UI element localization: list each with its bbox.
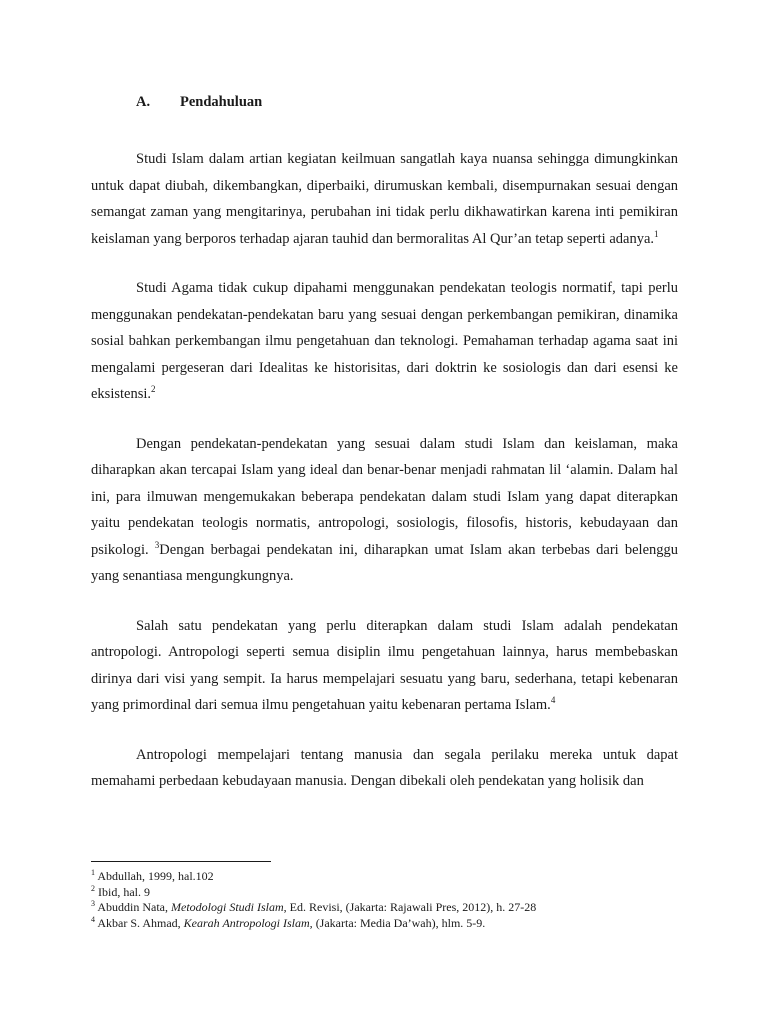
footnote-ref-3: 3 <box>154 539 160 550</box>
footnote-book-title: Kearah Antropologi Islam, <box>183 915 313 930</box>
footnotes <box>91 869 681 931</box>
paragraph-5-text: Antropologi mempelajari tentang manusia dan segala perilaku mereka untuk dapat memahami perbedaan kebudayaan manusia. Dengan dibekali oleh pendekatan yang holisik dan <box>91 746 678 789</box>
footnote-publication: , Ed. Revisi, (Jakarta: Rajawali Pres, 2012), h. 27-28 <box>283 900 537 914</box>
paragraph-2 <box>91 275 678 408</box>
paragraph-4 <box>91 613 678 719</box>
section-number: A. <box>136 94 151 110</box>
footnote-author: Abuddin Nata, <box>97 900 171 914</box>
footnote-text: Abdullah, 1999, hal.102 <box>97 869 214 883</box>
footnote-2 <box>91 885 681 901</box>
footnote-3 <box>91 900 681 916</box>
paragraph-2-text: Studi Agama tidak cukup dipahami menggunakan pendekatan teologis normatif, tapi perlu menggunakan pendekatan-pendekatan baru yang sesuai dengan perkembangan pemikiran, dinamika sosial bahkan perkembangan ilmu pengetahuan dan teknologi. Pemahaman terhadap agama saat ini mengalami pergeseran dari Idealitas ke historisitas, dari doktrin ke sosiologis dan dari esensi ke eksistensi. <box>91 280 678 402</box>
footnote-ref-4: 4 <box>550 695 556 706</box>
footnote-4 <box>91 916 681 932</box>
footnote-number: 4 <box>91 914 95 924</box>
paragraph-4-text: Salah satu pendekatan yang perlu diterapkan dalam studi Islam adalah pendekatan antropologi. Antropologi seperti semua disiplin ilmu pengetahuan lainnya, harus membebaskan dirinya dari visi yang sempit. Ia harus mempelajari sesuatu yang baru, sederhana, tetapi kebenaran yang primordinal dari semua ilmu pengetahuan yaitu kebenaran pertama Islam. <box>91 617 678 713</box>
footnote-publication: (Jakarta: Media Da’wah), hlm. 5-9. <box>312 915 486 930</box>
paragraph-1-text: Studi Islam dalam artian kegiatan keilmuan sangatlah kaya nuansa sehingga dimungkinkan untuk dapat diubah, dikembangkan, diperbaiki, dirumuskan kembali, disempurnakan sesuai dengan semangat zaman yang mengitarinya, perubahan ini tidak perlu dikhawatirkan karena inti pemikiran keislaman yang berporos terhadap ajaran tauhid dan bermoralitas Al Qur’an tetap seperti adanya. <box>91 151 678 247</box>
footnote-separator <box>91 861 271 862</box>
paragraph-5 <box>91 742 678 795</box>
footnote-number: 3 <box>91 899 95 908</box>
paragraph-1 <box>91 146 678 252</box>
section-heading <box>136 94 262 111</box>
footnote-ref-2: 2 <box>151 384 156 395</box>
paragraph-3-text-before: Dengan pendekatan-pendekatan yang sesuai dalam studi Islam dan keislaman, maka diharapkan akan tercapai Islam yang ideal dan benar-benar menjadi rahmatan lil ‘alamin. Dalam hal ini, para ilmuwan mengemukakan beberapa pendekatan dalam studi Islam yang dapat diterapkan yaitu pendekatan teologis normatis, antropologi, sosiologis, filosofis, historis, kebudayaan dan psikologi. <box>91 435 678 558</box>
paragraph-3-text-after: Dengan berbagai pendekatan ini, diharapkan umat Islam akan terbebas dari belenggu yang senantiasa mengungkungnya. <box>91 541 678 584</box>
footnote-ref-1: 1 <box>654 228 659 239</box>
footnote-text: Ibid, hal. 9 <box>98 884 150 899</box>
footnote-number: 2 <box>91 883 95 893</box>
footnote-author: Akbar S. Ahmad, <box>97 915 184 930</box>
paragraph-3 <box>91 431 678 590</box>
footnote-1 <box>91 869 681 885</box>
section-title: Pendahuluan <box>180 94 263 110</box>
footnote-book-title: Metodologi Studi Islam <box>171 900 284 914</box>
body-text <box>91 146 678 818</box>
footnote-number: 1 <box>91 868 95 877</box>
